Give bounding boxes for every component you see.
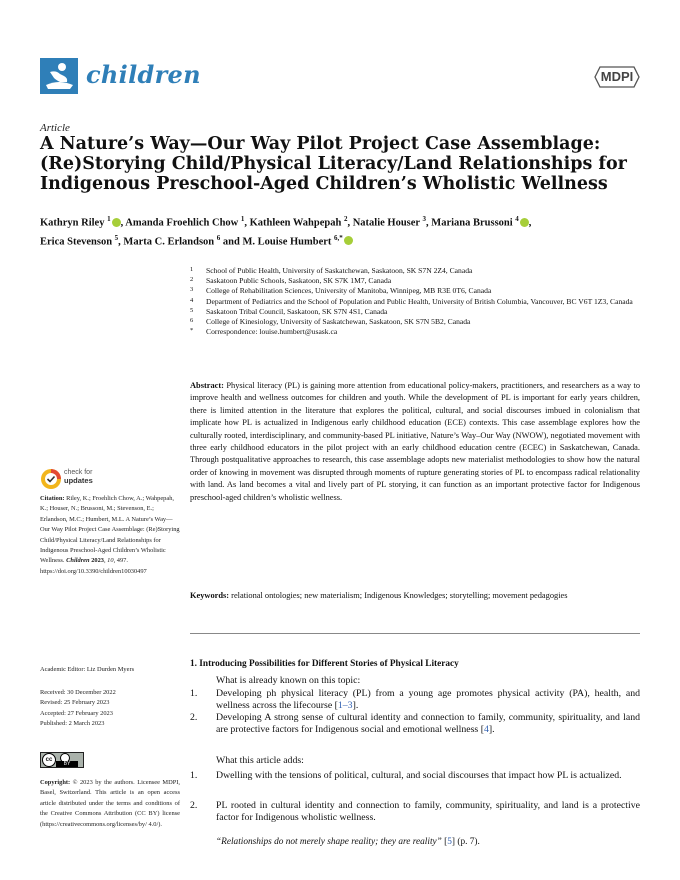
- cc-by-license-icon[interactable]: [40, 752, 84, 768]
- epigraph-quote: “Relationships do not merely shape reality; they are reality” [5] (p. 7).: [216, 837, 480, 847]
- list-item: 2. PL rooted in cultural identity and connection to family, community, spirituality, and land is a protective factor for Indigenous wholistic wellness.: [190, 800, 640, 824]
- known-intro: What is already known on this topic:: [216, 675, 361, 686]
- cc-by-label: BY: [56, 761, 78, 767]
- author-affiliation-mark: 5: [114, 233, 119, 242]
- affiliation-item: 3 College of Rehabilitation Sciences, University of Manitoba, Winnipeg, MB R3E 0T6, Canada: [190, 286, 492, 296]
- citation-block: Citation: Riley, K.; Froehlich Chow, A.; Wahpepah, K.; Houser, N.; Brussoni, M.; Stevenson, E.; Erlandson, M.C.; Humbert, M.L. A Nature’s Way—Our Way Pilot Project Case Assemblage: (Re)Storying Child/Physical Literacy/Land Relationships for Indigenous Preschool-Aged Children’s Wholistic Wellness. Children 2023, 10, 497. https://doi.org/10.3390/children10030497: [40, 495, 180, 575]
- keywords: [190, 590, 640, 602]
- revised-date: Revised: 25 February 2023: [40, 699, 110, 707]
- published-date: Published: 2 March 2023: [40, 720, 105, 728]
- journal-logo-icon: [40, 58, 78, 94]
- author-name: Erica Stevenson: [40, 236, 113, 247]
- publisher-logo[interactable]: [594, 66, 640, 88]
- publisher-name: MDPI: [600, 69, 634, 84]
- keywords-text: relational ontologies; new materialism; Indigenous Knowledges; storytelling; movement pedagogies: [231, 591, 568, 600]
- author-name: Kathleen Wahpepah: [249, 217, 342, 229]
- article-type: Article: [40, 122, 70, 134]
- author-name: M. Louise Humbert: [242, 236, 332, 247]
- author-name: Natalie Houser: [352, 217, 420, 229]
- section-heading: 1. Introducing Possibilities for Different Stories of Physical Literacy: [190, 659, 459, 669]
- reference-link[interactable]: 1–3: [337, 700, 353, 712]
- dates-block: [40, 688, 180, 730]
- copyright-block: Copyright: © 2023 by the authors. Licensee MDPI, Basel, Switzerland. This article is an open access article distributed under the terms and conditions of the Creative Commons Attribution (CC BY) license (https://creativecommons.org/licenses/by/ 4.0/).: [40, 779, 180, 828]
- check-for-updates-label[interactable]: check for updates: [64, 469, 93, 485]
- list-item: 1. Dwelling with the tensions of political, cultural, and social discourses that impact how PL is actualized.: [190, 770, 622, 781]
- author-affiliation-mark: 3: [422, 215, 427, 223]
- reference-link[interactable]: 5: [447, 837, 452, 847]
- list-item: 2. Developing A strong sense of cultural identity and connection to family, community, spirituality, and land are protective factors for Indigenous social and emotional wellness [4].: [190, 712, 640, 736]
- orcid-icon[interactable]: [344, 236, 353, 245]
- affiliation-item: 4 Department of Pediatrics and the School of Population and Public Health, University of British Columbia, Vancouver, BC V6T 1Z3, Canada: [190, 296, 633, 306]
- correspondence[interactable]: * Correspondence: louise.humbert@usask.ca: [190, 327, 338, 337]
- abstract: [190, 380, 640, 504]
- academic-editor: Academic Editor: Liz Durden Myers: [40, 666, 135, 673]
- author-affiliation-mark: 6: [216, 233, 221, 242]
- affiliation-item: 1 School of Public Health, University of Saskatchewan, Saskatoon, SK S7N 2Z4, Canada: [190, 266, 473, 275]
- section-divider: [190, 633, 640, 634]
- abstract-text: Physical literacy (PL) is gaining more attention from educational policy-makers, practitioners, and researchers as a way to improve health and wellness outcomes for children and youth. While the development of PL is important for early years children, there is limited attention in the literature that explores the political, cultural, and social discourses imbued in colonialism that implicate how PL is actualized in Indigenous early childhood education (ECE) contexts. This case assemblage explores how the culturally rooted, interdisciplinary, and community-based PL initiative, Nature’s Way–Our Way (NWOW), negotiated movement with three early childhood educators in the pilot project with an early childhood education centre (ECEC) in Saskatchewan, Canada. Through postqualitative approaches to research, this case assemblage adopts new materialist methodologies to show how the natural order of knowing in movement was disrupted through moments of rupture generating stories of PL to encompass radical relationality with land. As land becomes a vital and lively part of PL storying, it can function as an important protective factor for Indigenous preschool-aged children’s wholistic wellness.: [190, 381, 641, 502]
- accepted-date: Accepted: 27 February 2023: [40, 709, 113, 717]
- keywords-label: Keywords:: [190, 591, 230, 600]
- author-name: Kathryn Riley: [40, 217, 105, 229]
- orcid-icon[interactable]: [520, 218, 529, 227]
- author-affiliation-mark: 2: [343, 215, 348, 223]
- author-affiliation-mark: 4: [515, 215, 519, 223]
- affiliation-item: 6 College of Kinesiology, University of Saskatchewan, Saskatoon, SK S7N 5B2, Canada: [190, 317, 471, 327]
- author-name: Mariana Brussoni: [431, 217, 513, 229]
- author-affiliation-mark: 1: [107, 215, 111, 223]
- orcid-icon[interactable]: [112, 218, 121, 227]
- affiliation-item: 5 Saskatoon Tribal Council, Saskatoon, SK S7N 4S1, Canada: [190, 306, 388, 316]
- author-name: Amanda Froehlich Chow: [125, 217, 239, 229]
- check-for-updates-icon[interactable]: [40, 468, 62, 490]
- journal-name: children: [86, 60, 201, 89]
- author-list: Kathryn Riley $^1$ , Amanda Froehlich Chow $^1$, Kathleen Wahpepah $^2$, Natalie Houser $^3$, Mariana Brussoni $^4$ , Erica Stevenson $^5$, Marta C. Erlandson $^6$ and M. Louise Humbert $^{6,*}$: [40, 215, 532, 247]
- list-item: 1. Developing ph physical literacy (PL) from a young age promotes physical activity (PA), health, and wellness across the lifecourse [1–3].: [190, 688, 640, 712]
- received-date: Received: 30 December 2022: [40, 689, 116, 696]
- abstract-label: Abstract:: [190, 381, 224, 390]
- reference-link[interactable]: 4: [483, 724, 489, 736]
- cc-icon: cc: [42, 753, 56, 767]
- affiliations: [190, 266, 640, 337]
- author-name: Marta C. Erlandson: [123, 236, 215, 247]
- author-affiliation-mark: 6,*: [334, 233, 343, 242]
- author-affiliation-mark: 1: [240, 215, 245, 223]
- affiliation-item: 2 Saskatoon Public Schools, Saskatoon, SK S7K 1M7, Canada: [190, 276, 392, 286]
- article-title: A Nature’s Way—Our Way Pilot Project Case Assemblage: (Re)Storying Child/Physical Literacy/Land Relationships for Indigenous Preschool-Aged Children’s Wholistic Wellness: [40, 134, 627, 194]
- adds-intro: What this article adds:: [216, 755, 304, 766]
